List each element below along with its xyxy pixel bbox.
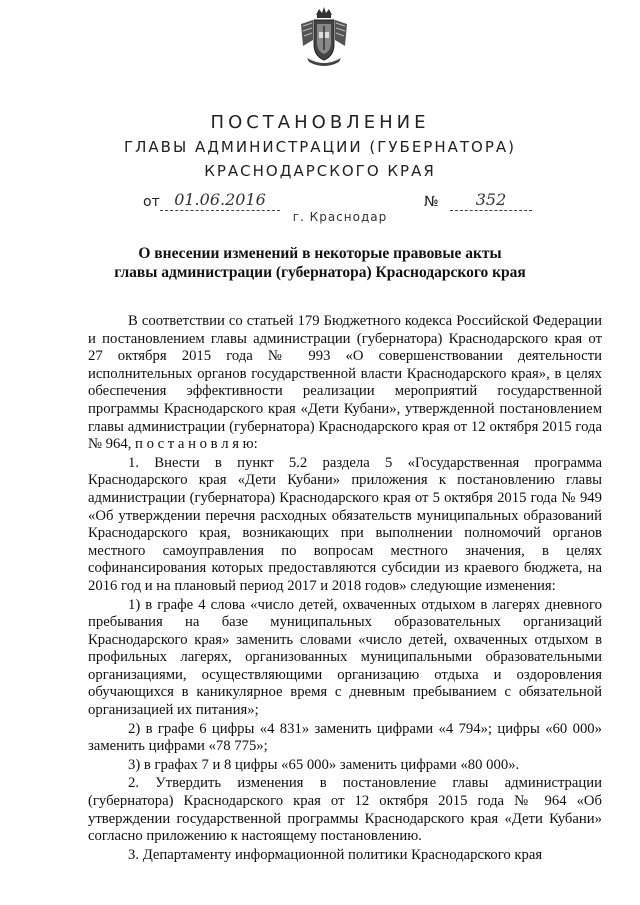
paragraph-subitem-2: 2) в графе 6 цифры «4 831» заменить цифрами «4 794»; цифры «60 000» заменить цифрами «78 775»;	[88, 720, 602, 755]
paragraph-subitem-3: 3) в графах 7 и 8 цифры «65 000» заменить цифрами «80 000».	[128, 756, 520, 773]
handwritten-number: 352	[450, 190, 532, 211]
paragraph-preamble: В соответствии со статьей 179 Бюджетного кодекса Российской Федерации и постановлением главы администрации (губернатора) Краснодарского края от 27 октября 2015 года № 993 «О совершенствовании деятельности исполнительных органов государственной власти Краснодарского края», в целях обеспечения эффективности реализации мероприятий государственной программы Краснодарского края «Дети Кубани», утвержденной постановлением главы администрации (губернатора) Краснодарского края от 12 октября 2015 года № 964, п о с т а н о в л я ю:	[88, 313, 602, 453]
city-line: г. Краснодар	[292, 210, 388, 224]
paragraph-item-2: 2. Утвердить изменения в постановление главы администрации (губернатора) Краснодарского края от 12 октября 2015 года № 964 «Об утверждении государственной программы Краснодарского края «Дети Кубани» согласно приложению к настоящему постановлению.	[88, 775, 602, 845]
handwritten-date: 01.06.2016	[160, 190, 280, 211]
date-label: от	[143, 194, 160, 210]
document-subject	[100, 244, 540, 282]
subject-line-1: О внесении изменений в некоторые правовые акты	[138, 245, 502, 262]
subject-line-2: главы администрации (губернатора) Краснодарского края	[114, 264, 526, 281]
krasnodar-coat-of-arms-icon	[297, 6, 351, 70]
region-line: КРАСНОДАРСКОГО КРАЯ	[204, 162, 436, 180]
issuer-line: ГЛАВЫ АДМИНИСТРАЦИИ (ГУБЕРНАТОРА)	[123, 138, 517, 156]
paragraph-subitem-1: 1) в графе 4 слова «число детей, охваченных отдыхом в лагерях дневного пребывания на базе муниципальных образовательных организаций Краснодарского края» заменить словами «число детей, охваченных отдыхом в профильных лагерях, организованных муниципальными образовательными организациями, осуществляющими организацию отдыха и оздоровления обучающихся в каникулярное время с дневным пребыванием с обязательной организацией их питания»;	[88, 596, 602, 719]
paragraph-item-3: 3. Департаменту информационной политики Краснодарского края	[128, 846, 543, 863]
document-body	[88, 313, 602, 864]
document-type-title: ПОСТАНОВЛЕНИЕ	[210, 112, 430, 133]
paragraph-item-1: 1. Внести в пункт 5.2 раздела 5 «Государственная программа Краснодарского края «Дети Кубани» приложения к постановлению главы администрации (губернатора) Краснодарского края от 5 октября 2015 года № 949 «Об утверждении перечня расходных обязательств муниципальных образований Краснодарского края, возникающих при выполнении полномочий органов местного самоуправления по вопросам местного значения, в целях софинансирования которых предоставляются субсидии из краевого бюджета, на 2016 год и на плановый период 2017 и 2018 годов» следующие изменения:	[88, 454, 602, 594]
number-label: №	[424, 194, 439, 210]
